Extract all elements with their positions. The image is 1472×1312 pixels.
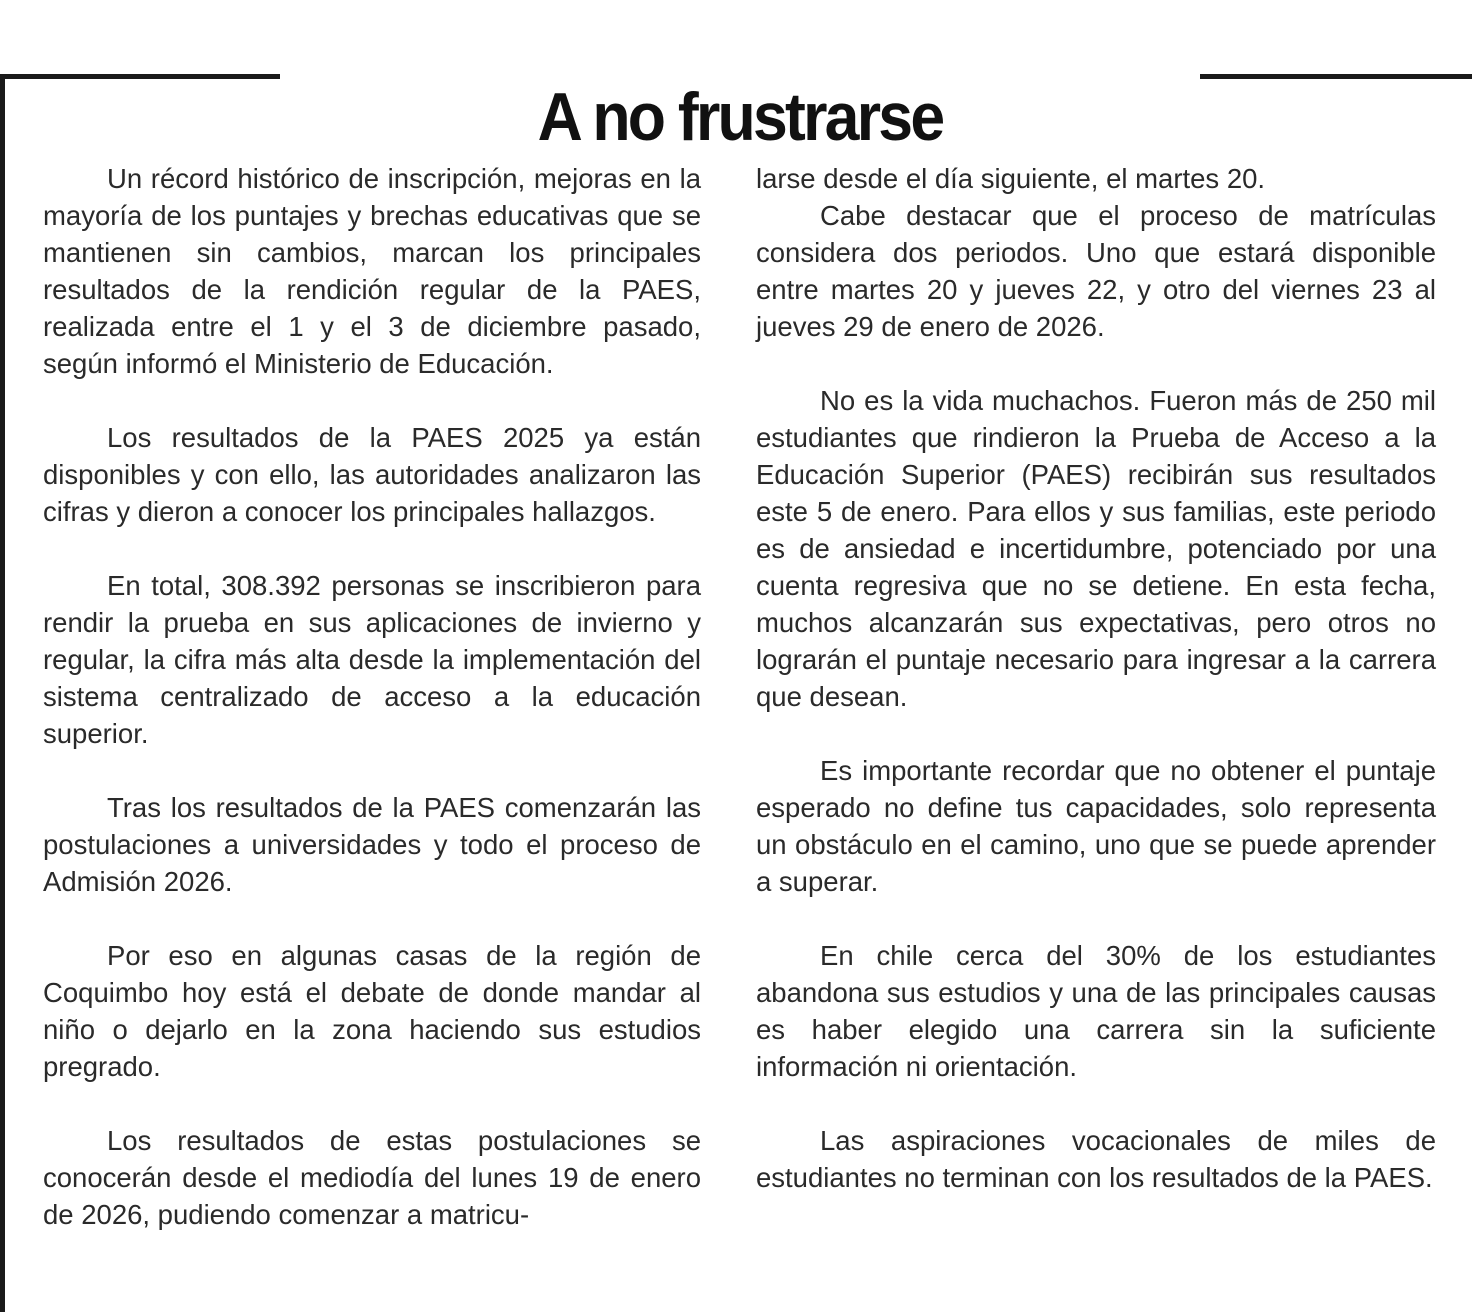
header-rule-right xyxy=(1200,74,1472,79)
paragraph-left-2: Los resultados de la PAES 2025 ya están disponibles y con ello, las autoridades analizaron las cifras y dieron a conocer los principales hallazgos. xyxy=(43,422,701,527)
paragraph-right-3: No es la vida muchachos. Fueron más de 250 mil estudiantes que rindieron la Prueba de Acceso a la Educación Superior (PAES) recibirán sus resultados este 5 de enero. Para ellos y sus familias, este periodo es de ansiedad e incertidumbre, potenciado por una cuenta regresiva que no se detiene. En esta fecha, muchos alcanzarán sus expectativas, pero otros no lograrán el puntaje necesario para ingresar a la carrera que desean. xyxy=(756,385,1436,712)
header-rule-left xyxy=(0,74,280,79)
frame-rule-left-vertical xyxy=(0,74,5,1312)
article-column-left xyxy=(43,160,701,1233)
paragraph-left-1: Un récord histórico de inscripción, mejoras en la mayoría de los puntajes y brechas educativas que se mantienen sin cambios, marcan los principales resultados de la rendición regular de la PAES, realizada entre el 1 y el 3 de diciembre pasado, según informó el Ministerio de Educación. xyxy=(43,163,701,379)
paragraph-left-3: En total, 308.392 personas se inscribieron para rendir la prueba en sus aplicaciones de invierno y regular, la cifra más alta desde la implementación del sistema centralizado de acceso a la educación superior. xyxy=(43,570,701,749)
paragraph-right-1: larse desde el día siguiente, el martes 20. xyxy=(756,163,1266,194)
paragraph-right-6: Las aspiraciones vocacionales de miles de estudiantes no terminan con los resultados de la PAES. xyxy=(756,1125,1436,1193)
paragraph-left-5: Por eso en algunas casas de la región de Coquimbo hoy está el debate de donde mandar al niño o dejarlo en la zona haciendo sus estudios pregrado. xyxy=(43,940,701,1082)
article-title: A no frustrarse xyxy=(537,78,943,155)
paragraph-left-6: Los resultados de estas postulaciones se conocerán desde el mediodía del lunes 19 de enero de 2026, pudiendo comenzar a matricu- xyxy=(43,1125,701,1230)
article-column-right xyxy=(756,160,1436,1196)
paragraph-right-5: En chile cerca del 30% de los estudiantes abandona sus estudios y una de las principales causas es haber elegido una carrera sin la suficiente información ni orientación. xyxy=(756,940,1436,1082)
paragraph-right-4: Es importante recordar que no obtener el puntaje esperado no define tus capacidades, solo representa un obstáculo en el camino, uno que se puede aprender a superar. xyxy=(756,755,1436,897)
paragraph-right-2: Cabe destacar que el proceso de matrículas considera dos periodos. Uno que estará disponible entre martes 20 y jueves 22, y otro del viernes 23 al jueves 29 de enero de 2026. xyxy=(756,200,1436,342)
paragraph-left-4: Tras los resultados de la PAES comenzarán las postulaciones a universidades y todo el proceso de Admisión 2026. xyxy=(43,792,701,897)
